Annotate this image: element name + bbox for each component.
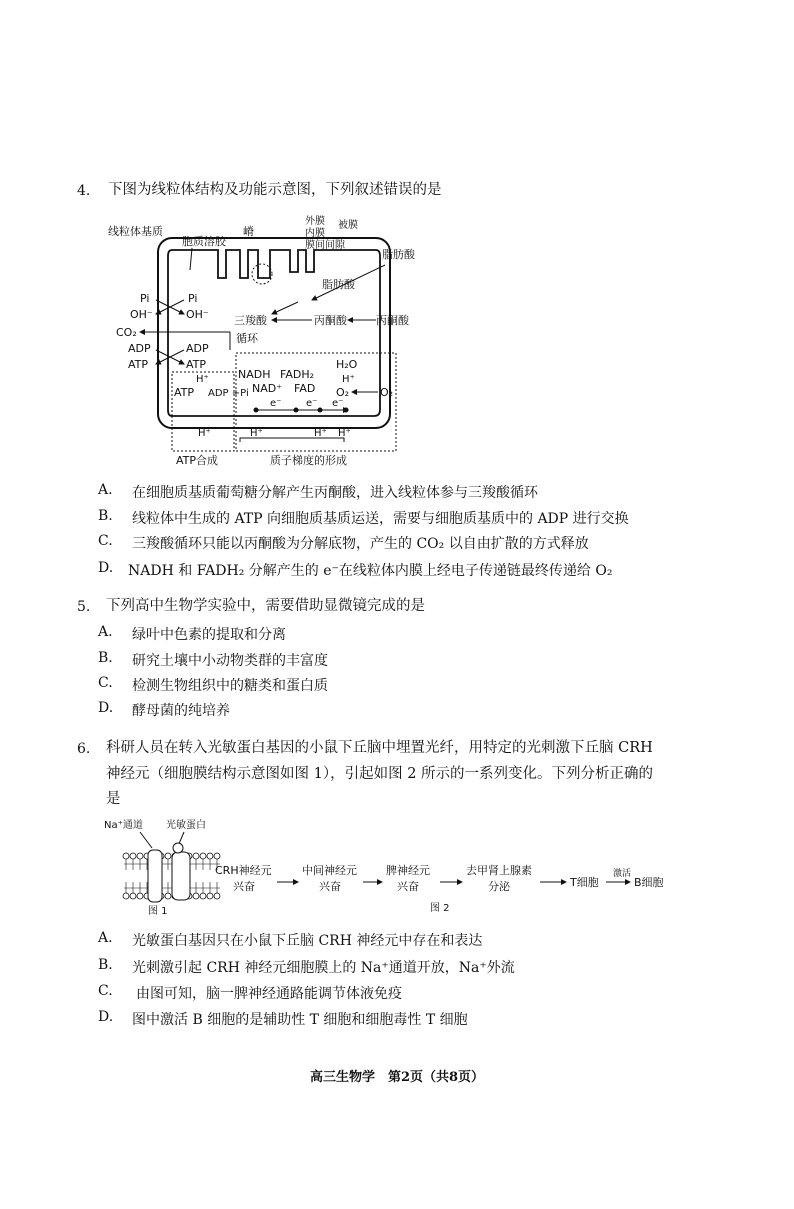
o2-outer-label: O₂ <box>380 386 394 399</box>
hplus-atp-label: H⁺ <box>198 428 211 439</box>
q6-option-a-text: 光敏蛋白基因只在小鼠下丘脑 CRH 神经元中存在和表达 <box>132 933 483 949</box>
q5-option-b-letter: B. <box>98 650 113 666</box>
hplus-gradient-label-2: H⁺ <box>314 428 327 439</box>
inner-membrane-label: 内膜 <box>305 228 325 239</box>
lipid-head <box>200 853 206 859</box>
lipid-head <box>214 853 220 859</box>
oh-in-label: OH⁻ <box>186 308 209 321</box>
q5-option-d-letter: D. <box>98 700 114 716</box>
question-4-stem: 下图为线粒体结构及功能示意图，下列叙述错误的是 <box>108 182 442 198</box>
h2o-label: H₂O <box>336 358 358 371</box>
q5-option-d-text: 酵母菌的纯培养 <box>132 703 230 719</box>
flow-t-cell: T细胞 <box>570 876 599 889</box>
lipid-head <box>200 893 206 899</box>
proton-gradient-label: 质子梯度的形成 <box>270 454 347 467</box>
neuron-pathway-diagram <box>100 812 680 922</box>
o2-inner-label: O₂ <box>336 386 350 399</box>
hplus-matrix-label: H⁺ <box>342 374 355 385</box>
adp-in-label: ADP <box>186 342 209 355</box>
nadh-label: NADH <box>238 368 271 381</box>
q6-option-c-letter: C. <box>98 983 113 999</box>
tca-label-2: 循环 <box>236 332 258 345</box>
mitochondria-diagram <box>100 210 420 472</box>
lipid-head <box>207 853 213 859</box>
q6-option-b-text: 光刺激引起 CRH 神经元细胞膜上的 Na⁺通道开放，Na⁺外流 <box>132 960 515 976</box>
fatty-acid-outside-label: 脂肪酸 <box>382 248 415 261</box>
lipid-head <box>214 893 220 899</box>
tca-label-1: 三羧酸 <box>234 314 267 327</box>
outer-membrane-label: 外膜 <box>305 216 325 227</box>
na-channel-shape <box>148 850 162 902</box>
q6-option-c-text: 由图可知，脑一脾神经通路能调节体液免疫 <box>136 986 402 1002</box>
page-footer: 高三生物学 第2页（共8页） <box>309 1070 485 1085</box>
lipid-head <box>165 853 171 859</box>
question-6-number: 6. <box>77 741 91 757</box>
fig2-label: 图 2 <box>430 903 450 914</box>
atp-synthesis-label: ATP合成 <box>176 454 219 467</box>
lipid-head <box>193 853 199 859</box>
electron-label-2: e⁻ <box>306 398 318 409</box>
q4-option-b-letter: B. <box>98 508 113 524</box>
hplus-gradient-label-1: H⁺ <box>250 428 263 439</box>
atp-in-label: ATP <box>186 358 207 371</box>
crista-label: 嵴 <box>243 225 254 238</box>
atp-synthase-label: ATP <box>174 386 195 399</box>
pi-in-label: Pi <box>188 292 198 305</box>
q5-option-c-letter: C. <box>98 675 113 691</box>
q6-option-b-letter: B. <box>98 957 113 973</box>
fad-label: FAD <box>294 382 316 395</box>
q6-option-a-letter: A. <box>98 930 113 946</box>
lipid-head <box>193 893 199 899</box>
electron-label-3: e⁻ <box>332 398 344 409</box>
pyruvate-inner-label: 丙酮酸 <box>314 314 347 327</box>
flow-step-2-line1: 中间神经元 <box>302 864 357 877</box>
lipid-head <box>123 853 129 859</box>
q4-option-c-text: 三羧酸循环只能以丙酮酸为分解底物，产生的 CO₂ 以自由扩散的方式释放 <box>132 536 589 552</box>
flow-step-4-line1: 去甲肾上腺素 <box>466 864 532 877</box>
pi-out-label: Pi <box>140 292 150 305</box>
lipid-head <box>207 893 213 899</box>
q4-option-a-text: 在细胞质基质葡萄糖分解产生丙酮酸，进入线粒体参与三羧酸循环 <box>132 485 538 501</box>
atp-out-label: ATP <box>128 358 149 371</box>
flow-step-3-line1: 脾神经元 <box>386 864 430 877</box>
photoprotein-label: 光敏蛋白 <box>166 820 206 831</box>
lipid-head <box>165 893 171 899</box>
na-channel-label: Na⁺通道 <box>104 820 143 831</box>
lipid-head <box>137 893 143 899</box>
question-6-stem-line3: 是 <box>106 791 121 807</box>
q4-option-a-letter: A. <box>98 482 113 498</box>
lipid-head <box>123 893 129 899</box>
question-5-stem: 下列高中生物学实验中，需要借助显微镜完成的是 <box>106 598 425 614</box>
fatty-acid-inside-label: 脂肪酸 <box>322 278 355 291</box>
oh-out-label: OH⁻ <box>130 308 153 321</box>
q4-option-d-letter: D. <box>98 560 114 576</box>
photoprotein-shape <box>172 852 190 900</box>
envelope-label: 被膜 <box>338 220 358 231</box>
flow-b-cell: B细胞 <box>634 876 664 889</box>
q5-option-a-letter: A. <box>98 624 113 640</box>
matrix-label: 线粒体基质 <box>108 225 163 238</box>
nad-label: NAD⁺ <box>252 382 283 395</box>
q6-option-d-letter: D. <box>98 1009 114 1025</box>
adp-pi-label: ADP +Pi <box>208 388 249 399</box>
q4-option-c-letter: C. <box>98 533 113 549</box>
electron-label-1: e⁻ <box>270 398 282 409</box>
q5-option-b-text: 研究土壤中小动物类群的丰富度 <box>132 653 328 669</box>
q5-option-c-text: 检测生物组织中的糖类和蛋白质 <box>132 678 328 694</box>
lipid-head <box>130 893 136 899</box>
cytoplasm-label: 胞质溶胶 <box>182 235 226 248</box>
lipid-head <box>130 853 136 859</box>
q6-option-d-text: 图中激活 B 细胞的是辅助性 T 细胞和细胞毒性 T 细胞 <box>132 1012 468 1028</box>
q5-option-a-text: 绿叶中色素的提取和分离 <box>132 627 286 643</box>
co2-label: CO₂ <box>116 326 137 339</box>
question-5-number: 5. <box>77 599 91 615</box>
fig1-label: 图 1 <box>148 906 168 917</box>
activate-label: 激活 <box>613 869 632 879</box>
flow-step-1-line2: 兴奋 <box>233 880 255 893</box>
question-4-number: 4. <box>77 183 91 199</box>
hplus-gradient-label-3: H⁺ <box>338 428 351 439</box>
hplus-synthase-label: H⁺ <box>196 374 209 385</box>
flow-step-4-line2: 分泌 <box>488 880 510 893</box>
flow-step-1-line1: CRH神经元 <box>215 864 272 877</box>
flow-step-3-line2: 兴奋 <box>397 880 419 893</box>
q4-option-d-text: NADH 和 FADH₂ 分解产生的 e⁻在线粒体内膜上经电子传递链最终传递给 O₂ <box>128 563 613 579</box>
flow-step-2-line2: 兴奋 <box>319 880 341 893</box>
pyruvate-outer-label: 丙酮酸 <box>376 314 409 327</box>
fadh2-label: FADH₂ <box>280 368 314 381</box>
question-6-stem-line1: 科研人员在转入光敏蛋白基因的小鼠下丘脑中埋置光纤，用特定的光刺激下丘脑 CRH <box>106 740 653 756</box>
intermembrane-label: 膜间间隙 <box>305 240 345 251</box>
adp-out-label: ADP <box>128 342 151 355</box>
lipid-head <box>137 853 143 859</box>
question-6-stem-line2: 神经元（细胞膜结构示意图如图 1），引起如图 2 所示的一系列变化。下列分析正确的 <box>106 766 654 782</box>
q4-option-b-text: 线粒体中生成的 ATP 向细胞质基质运送，需要与细胞质基质中的 ADP 进行交换 <box>132 511 629 527</box>
